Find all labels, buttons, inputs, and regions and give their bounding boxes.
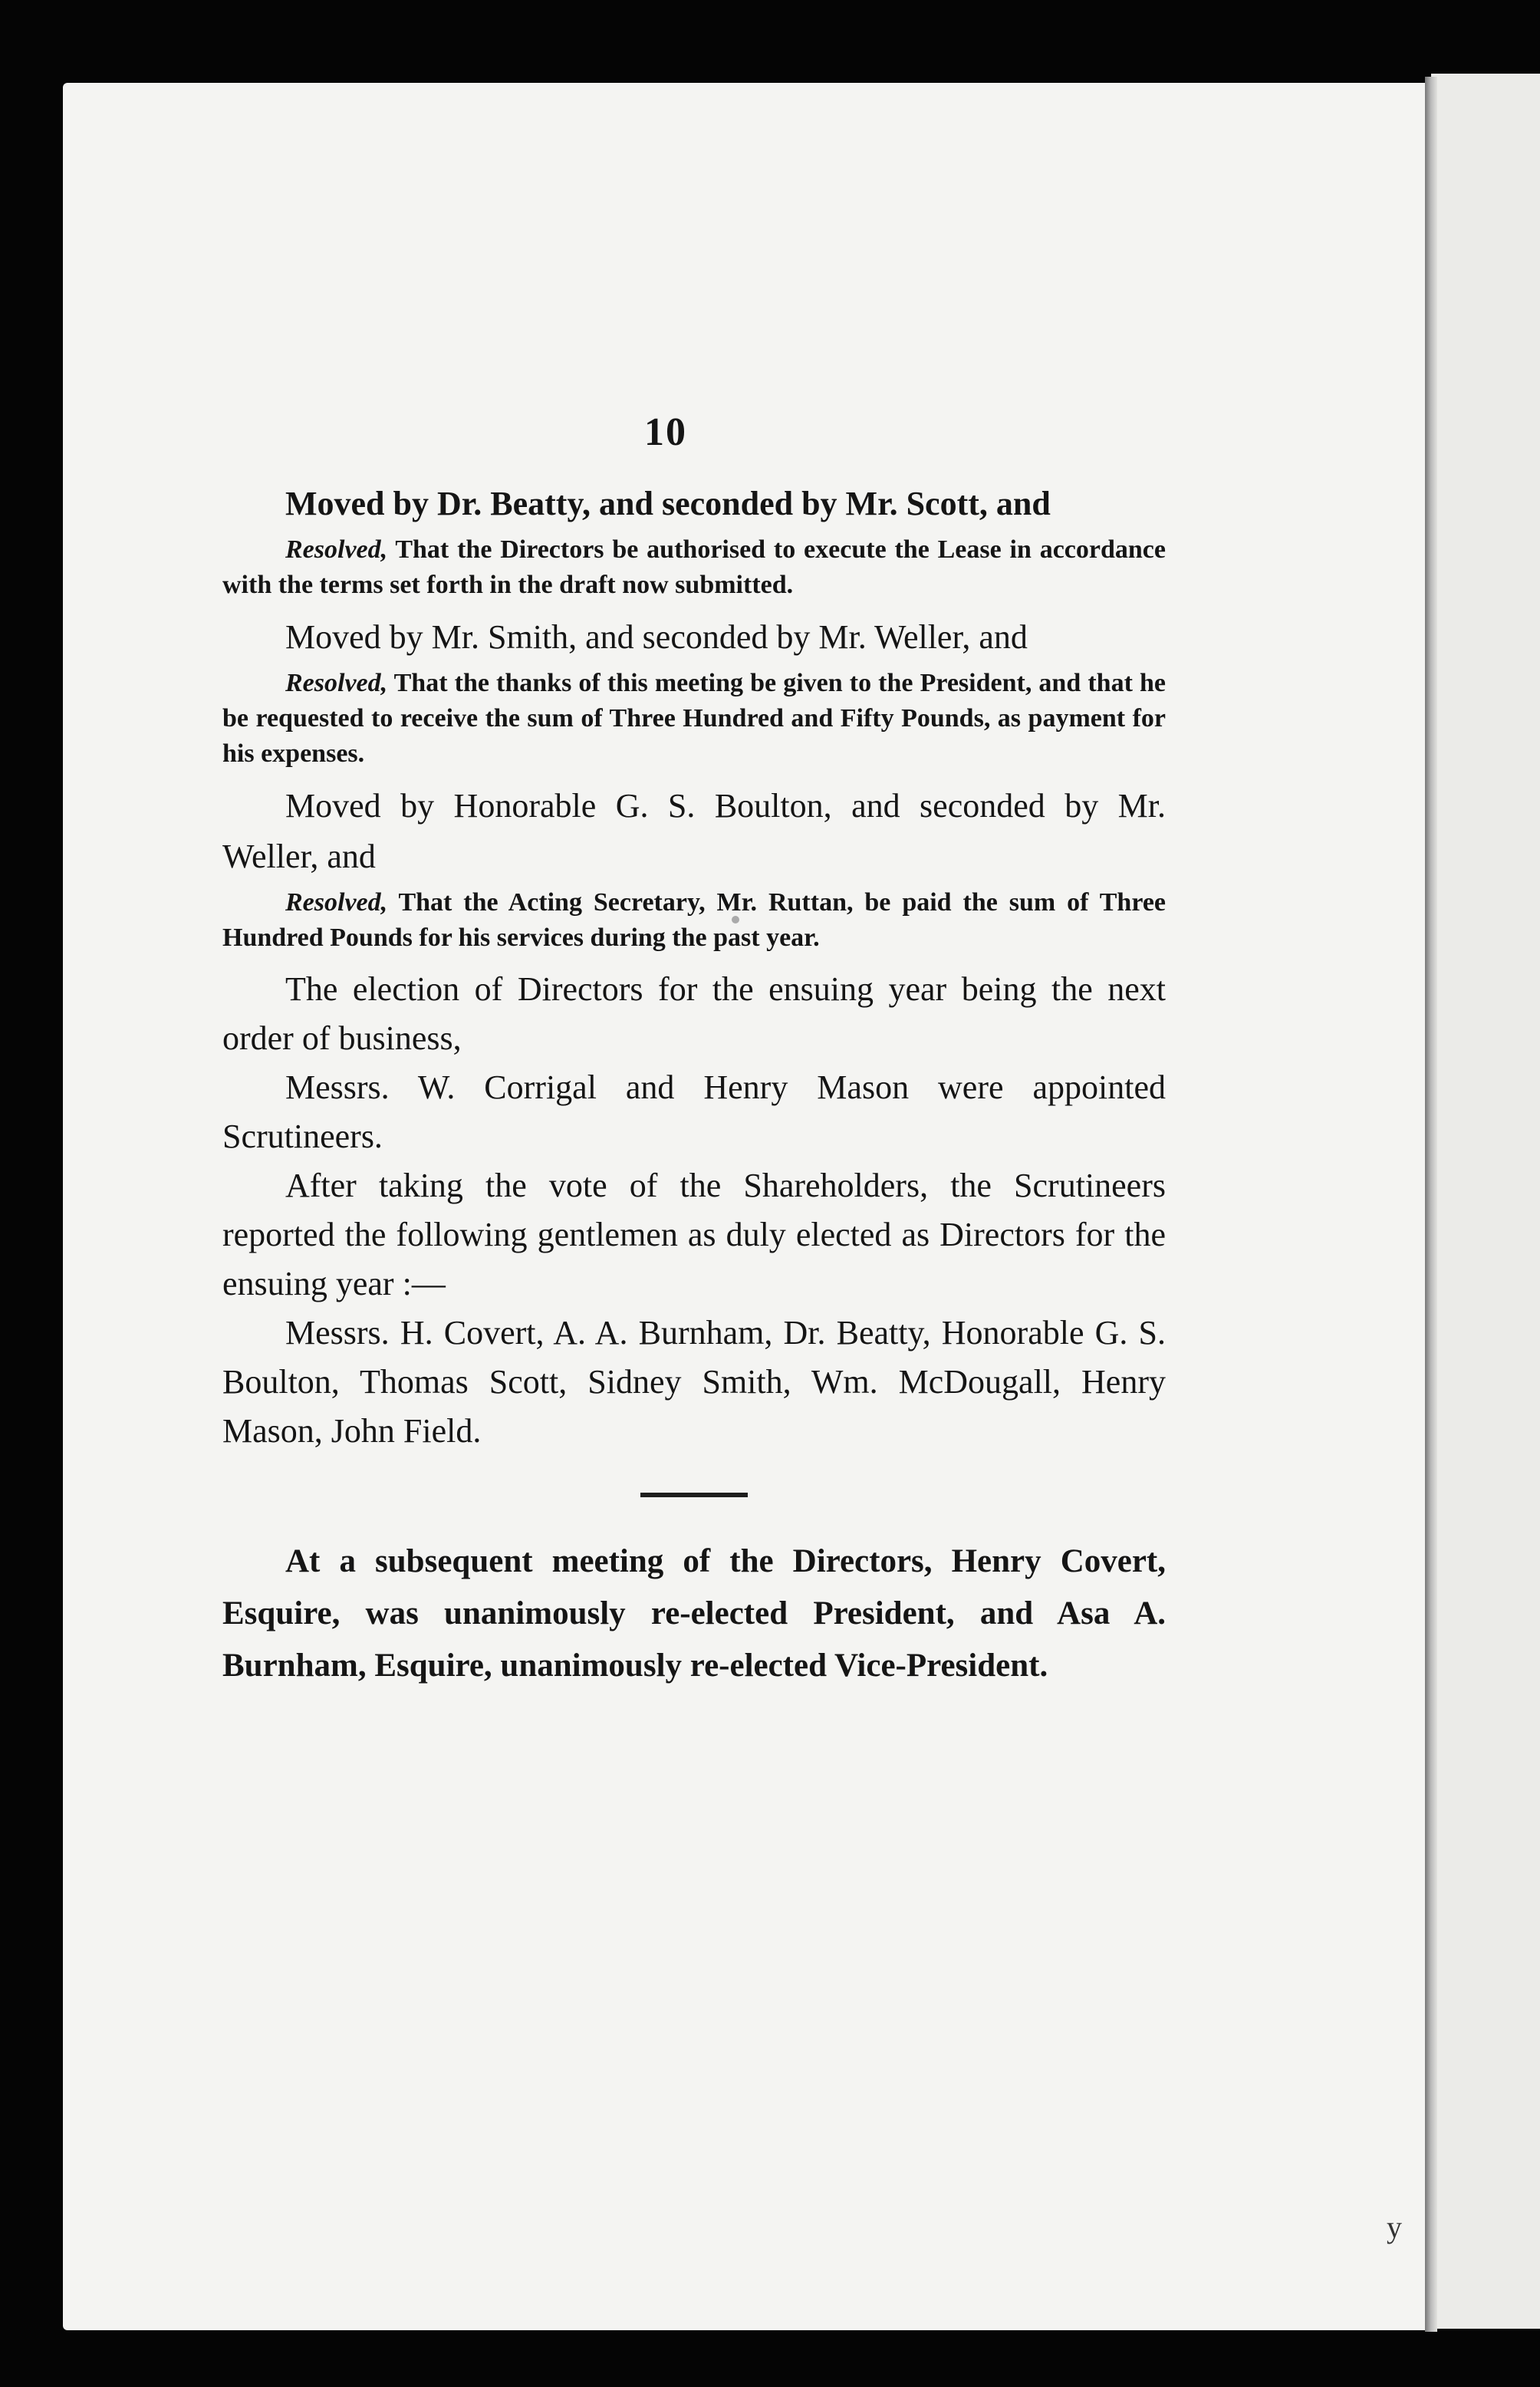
section-divider xyxy=(640,1493,748,1497)
resolution-3-text: That the Acting Secretary, Mr. Ruttan, be paid the sum of Three Hundred Pounds for his services during the past year. xyxy=(222,888,1166,952)
election-paragraph: The election of Directors for the ensuing year being the next order of business, xyxy=(222,970,1166,1057)
resolution-1-text: That the Directors be authorised to execute the Lease in accordance with the terms set forth in the draft now submitted. xyxy=(222,535,1166,599)
resolution-1-label: Resolved, xyxy=(285,535,388,564)
page-number: 10 xyxy=(644,410,687,454)
resolution-2-text: That the thanks of this meeting be given to the President, and that he be requested to receive the sum of Three Hundred and Fifty Pounds, as payment for his expenses. xyxy=(222,669,1166,768)
motion-2: Moved by Mr. Smith, and seconded by Mr. Weller, and xyxy=(285,618,1028,656)
page-body xyxy=(222,479,1166,1692)
motion-1: Moved by Dr. Beatty, and seconded by Mr. Scott, and xyxy=(285,485,1051,522)
margin-handwritten-mark: y xyxy=(1387,2210,1402,2244)
resolution-1 xyxy=(222,532,1166,603)
page-fold-shadow xyxy=(1425,77,1437,2332)
scrutineers-paragraph: Messrs. W. Corrigal and Henry Mason were appointed Scrutineers. xyxy=(222,1068,1166,1155)
vote-paragraph: After taking the vote of the Shareholders, the Scrutineers reported the following gentlemen as duly elected as Directors for the ensuing year :— xyxy=(222,1167,1166,1302)
resolution-3 xyxy=(222,885,1166,956)
adjacent-page-edge xyxy=(1431,74,1540,2329)
resolution-2 xyxy=(222,666,1166,772)
resolution-2-label: Resolved, xyxy=(285,669,388,697)
resolution-3-label: Resolved, xyxy=(285,888,388,917)
directors-list-paragraph: Messrs. H. Covert, A. A. Burnham, Dr. Beatty, Honorable G. S. Boulton, Thomas Scott, Sidney Smith, Wm. McDougall, Henry Mason, John Field. xyxy=(222,1314,1166,1450)
closing-paragraph: At a subsequent meeting of the Directors, Henry Covert, Esquire, was unanimously re-elected President, and Asa A. Burnham, Esquire, unanimously re-elected Vice-President. xyxy=(222,1543,1166,1684)
motion-3: Moved by Honorable G. S. Boulton, and seconded by Mr. Weller, and xyxy=(222,787,1166,875)
